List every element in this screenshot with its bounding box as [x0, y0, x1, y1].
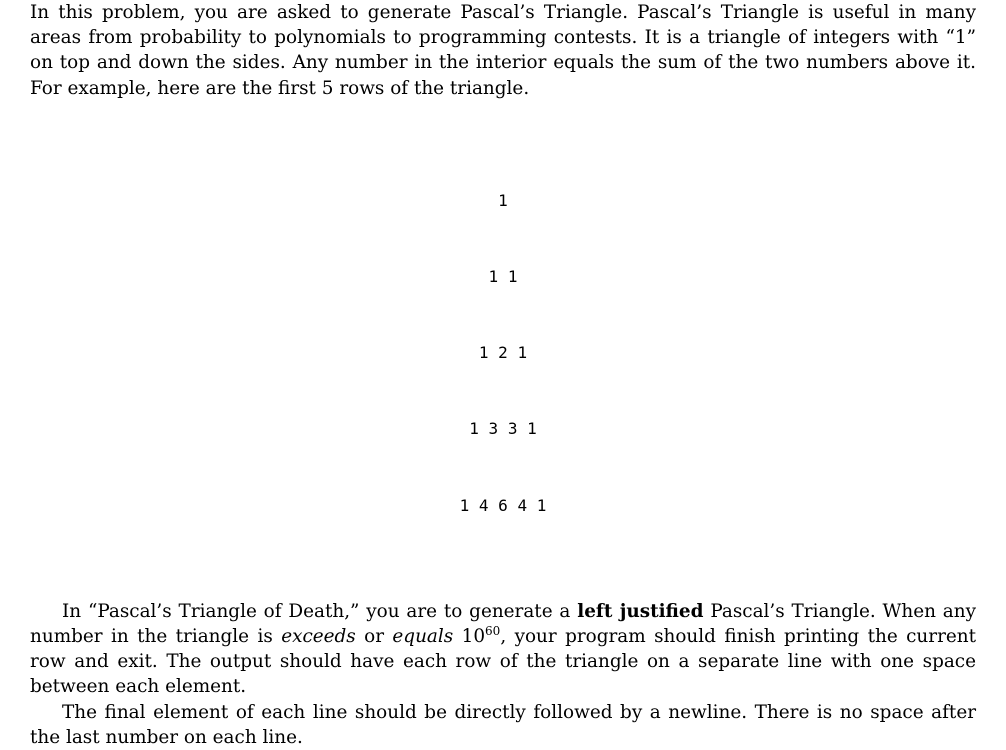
- para2-text-5: , your program should finish printing the current row and exit. The output should have each row of the triangle on a separate line with one space between each element.: [30, 625, 976, 698]
- triangle-row: 1 4 6 4 1: [459, 495, 547, 515]
- equals-emphasis: equals: [392, 625, 454, 647]
- death-triangle-paragraph: [30, 599, 976, 700]
- para2-text-2: Pascal’s Triangle. When any number in the triangle is: [30, 600, 977, 647]
- triangle-row: 1 1: [488, 266, 518, 286]
- exceeds-emphasis: exceeds: [281, 625, 356, 647]
- problem-statement: [30, 0, 976, 750]
- triangle-row: 1 3 3 1: [469, 419, 537, 439]
- exponent: 60: [485, 623, 501, 638]
- triangle-row: 1 2 1: [478, 343, 528, 363]
- para2-text-1: In “Pascal’s Triangle of Death,” you are to generate a: [62, 600, 578, 622]
- para2-text-4: 10: [453, 625, 486, 647]
- left-justified-emphasis: left justified: [577, 600, 704, 622]
- newline-paragraph: The final element of each line should be directly followed by a newline. There is no space after the last number on each line.: [30, 701, 976, 748]
- intro-paragraph: In this problem, you are asked to generate Pascal’s Triangle. Pascal’s Triangle is useful in many areas from probability to polynomials to programming contests. It is a triangle of integers with “1” on top and down the sides. Any number in the interior equals the sum of the two numbers above it. For example, here are the first 5 rows of the triangle.: [30, 2, 976, 99]
- pascal-triangle-example: [30, 137, 976, 569]
- para2-text-3: or: [355, 625, 393, 647]
- triangle-row: 1: [498, 190, 508, 210]
